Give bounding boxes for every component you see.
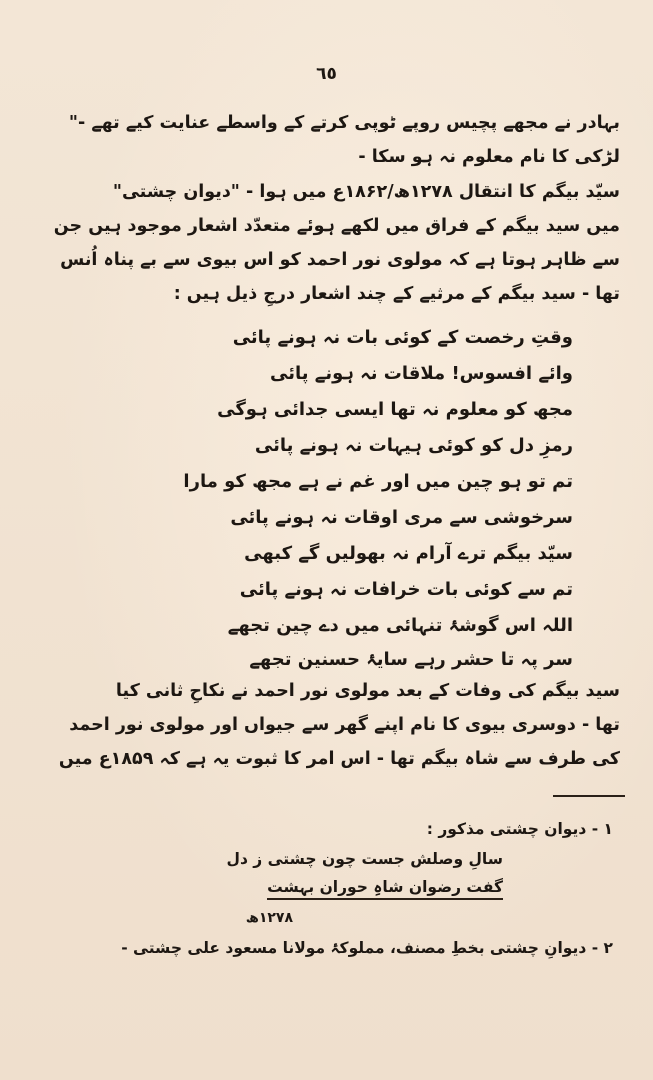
verse-line: سرخوشی سے مری اوقات نہ ہونے پائی (230, 507, 573, 528)
text-line: بہادر نے مجھے پچیس روپے ٹوپی کرتے کے واسطے عنایت کیے تھے -" (68, 113, 620, 133)
verse-line: رمزِ دل کو کوئی ہیہات نہ ہونے پائی (254, 435, 573, 456)
paragraph-bottom (38, 676, 620, 786)
page-number: ٦٥ (316, 64, 337, 84)
text-line: تھا - دوسری بیوی کا نام اپنے گھر سے جیواں اور مولوی نور احمد (69, 715, 620, 735)
text-line: سید بیگم کی وفات کے بعد مولوی نور احمد نے نکاحِ ثانی کیا (115, 681, 620, 701)
footnote-1-verse-2 (203, 874, 503, 900)
verse-line: اللہ اس گوشۂ تنہائی میں دے چین تجھے (227, 615, 573, 636)
verse-line: تم سے کوئی بات خرافات نہ ہونے پائی (239, 579, 573, 600)
footnote-1-verse-1: سالِ وصلش جست چون چشتی ز دل (226, 850, 503, 868)
verse-line: وائے افسوس! ملاقات نہ ہونے پائی (270, 363, 573, 384)
text-line: سیّد بیگم کا انتقال ۱۲۷۸ھ/۱۸۶۲ع میں ہوا - "دیوان چشتی" (112, 182, 620, 202)
verse-line: سر پہ تا حشر رہے سایۂ حسنین تجھے (249, 649, 573, 670)
footnote-1-year: ۱۲۷۸ھ (245, 910, 293, 926)
text-line: لڑکی کا نام معلوم نہ ہو سکا - (358, 147, 620, 167)
text-line: تھا - سید بیگم کے مرثیے کے چند اشعار درجِ ذیل ہیں : (173, 284, 620, 304)
verse-line: مجھ کو معلوم نہ تھا ایسی جدائی ہوگی (217, 399, 573, 420)
verse-line: وقتِ رخصت کے کوئی بات نہ ہونے پائی (232, 327, 573, 348)
verse-line: تم تو ہو چین میں اور غم نے ہے مجھ کو مارا (183, 471, 573, 492)
text-line: کی طرف سے شاہ بیگم تھا - اس امر کا ثبوت یہ ہے کہ ۱۸۵۹ع میں (58, 749, 620, 769)
text-line: میں سید بیگم کے فراق میں لکھے ہوئے متعدّد اشعار موجود ہیں جن (53, 216, 620, 236)
verse-line: سیّد بیگم ترے آرام نہ بھولیں گے کبھی (244, 543, 573, 564)
footnote-divider (553, 795, 625, 797)
text-line: سے ظاہر ہوتا ہے کہ مولوی نور احمد کو اس بیوی سے بے پناہ اُنس (60, 250, 620, 270)
footnote-1-label: ۱ - دیوان چشتی مذکور : (426, 820, 613, 838)
paragraph-top (38, 108, 620, 308)
footnote-2: ۲ - دیوانِ چشتی بخطِ مصنف، مملوکۂ مولانا مسعود علی چشتی - (121, 939, 613, 957)
footnote-1-verse-2-text: گفت رضوان شاہِ حوران بہشت (267, 878, 503, 900)
